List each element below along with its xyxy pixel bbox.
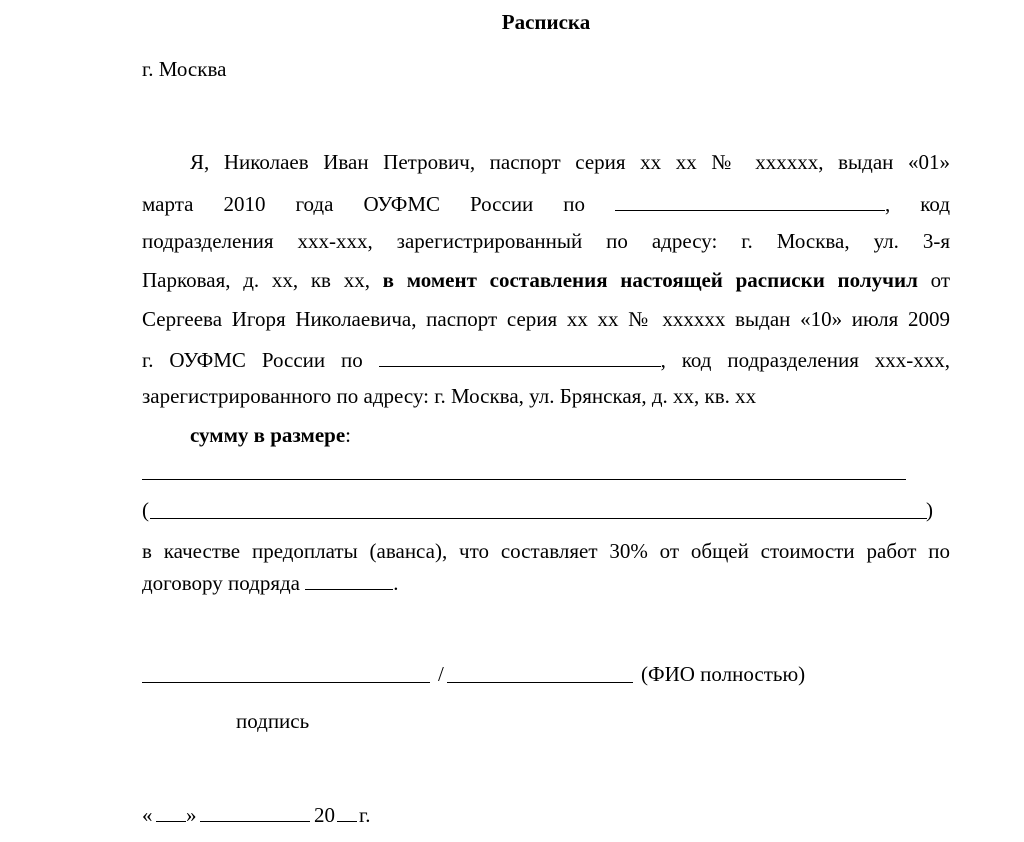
date-year-prefix: 20: [314, 803, 335, 827]
signature-blank: [142, 682, 430, 683]
city-line: г. Москва: [142, 57, 227, 81]
issuer-blank-2: [379, 348, 661, 367]
purpose-line-2: договору подряда .: [142, 570, 399, 595]
fio-hint: (ФИО полностью): [641, 662, 806, 686]
date-year-suffix: г.: [359, 803, 371, 827]
bold-phrase: в момент составления настоящей расписки получил: [382, 268, 918, 292]
sum-label-line: сумму в размере:: [190, 423, 352, 447]
paren-open: (: [142, 498, 149, 522]
fio-blank: [447, 682, 633, 683]
paragraph-line-3: подразделения ххх-ххх, зарегистрированный по адресу: г. Москва, ул. 3-я: [142, 229, 950, 253]
paragraph-line-5: Сергеева Игоря Николаевича, паспорт серия хх хх № хххххх выдан «10» июля 2009: [142, 307, 950, 331]
paragraph-line-6: г. ОУФМС России по , код подразделения ххх-ххх,: [142, 347, 950, 372]
date-month-blank: [200, 821, 310, 822]
paragraph-line-4: Парковая, д. хх, кв хх, в момент составления настоящей расписки получил от: [142, 268, 950, 292]
date-day-blank: [156, 821, 186, 822]
purpose-line-1: в качестве предоплаты (аванса), что составляет 30% от общей стоимости работ по: [142, 539, 950, 563]
date-year-blank: [337, 821, 357, 822]
issuer-blank-1: [615, 192, 885, 211]
sum-label: сумму в размере: [190, 423, 346, 447]
sum-digits-blank: [142, 479, 906, 480]
document-title: Расписка: [501, 10, 591, 34]
paragraph-line-7: зарегистрированного по адресу: г. Москва, ул. Брянская, д. хх, кв. хх: [142, 384, 757, 408]
sum-words-blank: [150, 518, 927, 519]
paren-close: ): [926, 498, 933, 522]
contract-number-blank: [305, 571, 393, 590]
date-quote-close: »: [186, 803, 197, 827]
date-quote-open: «: [142, 803, 153, 827]
signature-label: подпись: [236, 709, 310, 733]
signature-slash: /: [438, 662, 444, 686]
paragraph-line-1: Я, Николаев Иван Петрович, паспорт серия хх хх № хххххх, выдан «01»: [190, 150, 950, 174]
paragraph-line-2: марта 2010 года ОУФМС России по , код: [142, 191, 951, 216]
